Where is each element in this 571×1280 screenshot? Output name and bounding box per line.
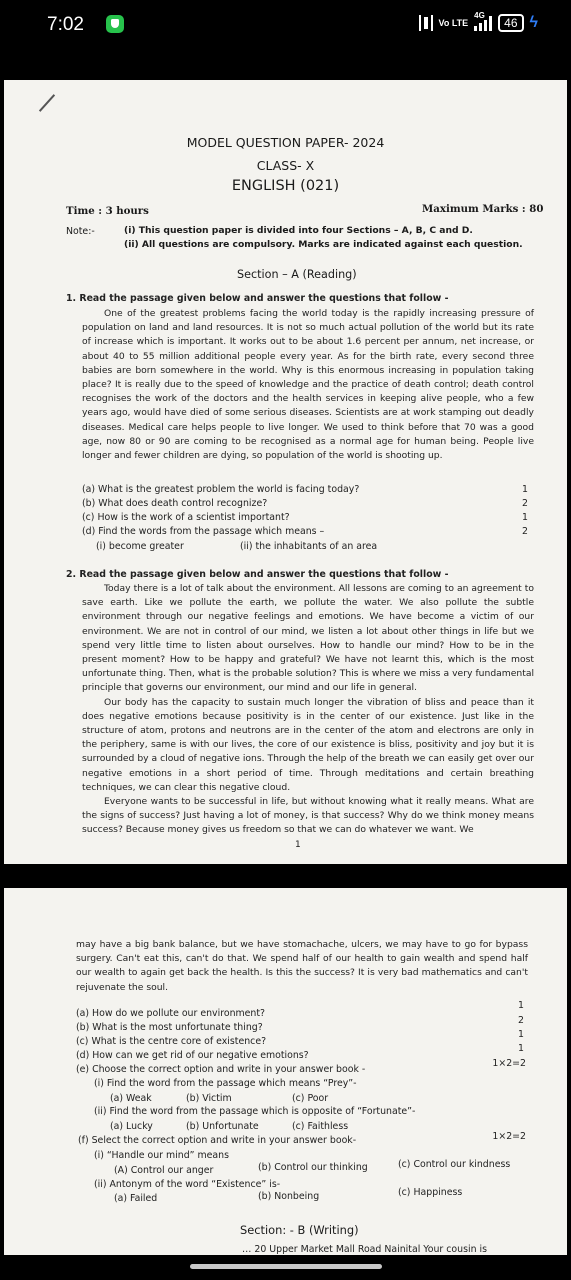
document-page-2: [4, 888, 567, 1255]
f-ii-option-a: (a) Failed: [114, 1193, 158, 1204]
page-number: 1: [295, 840, 301, 850]
f-i-option-c: (c) Control our kindness: [398, 1159, 511, 1170]
f-ii-option-b: (b) Nonbeing: [258, 1191, 320, 1202]
shield-icon: [106, 15, 124, 33]
e-ii-option-c: (c) Faithless: [292, 1121, 349, 1132]
clock: 7:02: [47, 14, 84, 35]
e-ii-option-b: (b) Unfortunate: [186, 1121, 259, 1132]
f-marks: 1×2=2: [492, 1131, 526, 1142]
charging-icon: ϟ: [529, 14, 538, 31]
q1-item-a: (a) What is the greatest problem the world is facing today?: [82, 484, 360, 495]
note-item-2: (ii) All questions are compulsory. Marks are indicated against each question.: [124, 239, 523, 250]
e-i-question: (i) Find the word from the passage which means “Prey”-: [94, 1078, 357, 1089]
pen-mark: [39, 94, 55, 112]
page-gap: [0, 864, 571, 888]
q1-item-c-marks: 1: [522, 512, 528, 523]
network-type: 4G: [474, 11, 485, 20]
home-indicator[interactable]: [190, 1264, 382, 1269]
f-ii-option-c: (c) Happiness: [398, 1187, 463, 1198]
passage-2: [82, 582, 534, 838]
q1-d-option-2: (ii) the inhabitants of an area: [240, 541, 378, 552]
q2-item-b: (b) What is the most unfortunate thing?: [76, 1022, 263, 1033]
note-item-1: (i) This question paper is divided into four Sections – A, B, C and D.: [124, 225, 473, 236]
paper-title: MODEL QUESTION PAPER- 2024: [186, 135, 385, 150]
q2-item-d: (d) How can we get rid of our negative emotions?: [76, 1050, 309, 1061]
section-a-heading: Section – A (Reading): [237, 268, 357, 281]
e-ii-option-a: (a) Lucky: [110, 1121, 153, 1132]
vibrate-icon: [419, 15, 433, 31]
q1-item-c: (c) How is the work of a scientist important?: [82, 512, 290, 523]
f-i-option-a: (A) Control our anger: [114, 1165, 214, 1176]
q1-d-option-1: (i) become greater: [96, 541, 184, 552]
battery-icon: 46: [498, 14, 523, 32]
q2-item-b-marks: 2: [518, 1015, 524, 1026]
document-page-1: [4, 80, 567, 864]
q1-item-d-marks: 2: [522, 526, 528, 537]
f-i-option-b: (b) Control our thinking: [258, 1162, 368, 1173]
passage-2-continued: may have a big bank balance, but we have stomachache, ulcers, we may have to go for bypass surgery. Can't eat this, can't do that. We spend half of our health to gain wealth and spend half our wealth to again get back the health. Is this the success? It is very bad mathematics and can't rejuvenate the soul.: [76, 939, 528, 993]
volte-indicator: Vo LTE: [438, 17, 469, 28]
status-bar: [0, 0, 571, 52]
passage-2-para-2: Our body has the capacity to sustain much longer the vibration of bliss and peace than it does negative emotions because positivity is in the center of our existence. Just like in the structure of atom, protons and neutrons are in the center of the atom and electrons are only in the periphery, same is with our lives, the core of our existence is bliss, positivity and joy but it is surrounded by a cloud of negative ions. Through the help of the breath we can easily get over our negative emotions in a short period of time. Through meditations and certain breathing techniques, we can clear this negative cloud.: [82, 696, 534, 793]
max-marks-label: Maximum Marks : 80: [422, 203, 544, 215]
status-icons: [419, 11, 539, 32]
note-label: Note:-: [66, 226, 95, 237]
question-1-heading: 1. Read the passage given below and answer the questions that follow -: [66, 293, 449, 304]
e-ii-question: (ii) Find the word from the passage which is opposite of “Fortunate”-: [94, 1106, 416, 1117]
q1-item-b: (b) What does death control recognize?: [82, 498, 268, 509]
q1-item-b-marks: 2: [522, 498, 528, 509]
class-title: CLASS- X: [256, 158, 315, 173]
signal-icon: [474, 11, 492, 31]
cut-off-line: … 20 Upper Market Mall Road Nainital Your cousin is: [242, 1244, 488, 1255]
q2-item-d-marks: 1: [518, 1043, 524, 1054]
q2-item-c: (c) What is the centre core of existence?: [76, 1036, 267, 1047]
section-b-heading: Section: - B (Writing): [240, 1223, 359, 1237]
q2-item-e: (e) Choose the correct option and write in your answer book -: [76, 1064, 366, 1075]
passage-1: [82, 307, 534, 463]
q1-item-a-marks: 1: [522, 484, 528, 495]
time-label: Time : 3 hours: [66, 205, 149, 217]
passage-2-para-3: Everyone wants to be successful in life, but without knowing what it really means. What are the signs of success? Just having a lot of money, is that success? Why do we think money means success? Because money gives us freedom so that we can do whatever we want. We: [82, 796, 534, 836]
e-i-option-c: (c) Poor: [292, 1093, 329, 1104]
passage-2-para-1: Today there is a lot of talk about the environment. All lessons are coming to an agreement to save earth. Like we pollute the earth, we pollute the water. We also pollute the subtle environment through our negative feelings and emotions. We have become a victim of our environment. We are not in control of our mind, we listen a lot about other things in life but we spend very little time to listen about ourselves. How to handle our mind? How to be in the present moment? How to be happy and grateful? We have not learnt this, which is the most unfortunate thing. Then, what is the probable solution? This is where we miss a very fundamental principle that governs our environment, our mind and our life in general.: [82, 583, 534, 694]
q2-item-c-marks: 1: [518, 1029, 524, 1040]
f-i-question: (i) “Handle our mind” means: [94, 1150, 229, 1161]
e-i-option-b: (b) Victim: [186, 1093, 232, 1104]
f-ii-question: (ii) Antonym of the word “Existence” is-: [94, 1179, 281, 1190]
q1-item-d: (d) Find the words from the passage which means –: [82, 526, 325, 537]
q2-item-e-marks: 1×2=2: [492, 1058, 526, 1069]
q2-item-a-marks: 1: [518, 1000, 524, 1011]
e-i-option-a: (a) Weak: [110, 1093, 152, 1104]
question-2-heading: 2. Read the passage given below and answer the questions that follow -: [66, 569, 449, 580]
passage-1-text: One of the greatest problems facing the world today is the rapidly increasing pressure of population on land and land resources. It is not so much actual pollution of the world but its rate of increase which is important. It works out to be about 1.6 percent per annum, net increase, or about 40 to 55 million additional people every year. As for the birth rate, every second three babies are born somewhere in the world. Why is this enormous increasing in population taking place? It is really due to the speed of knowledge and the practice of death control; death control recognises the work of the doctors and the health services in keeping alive people, who a few years ago, would have died of some serious diseases. Scientists are at work stamping out deadly diseases. Medical care helps people to live longer. We used to think before that 70 was a good age, now 80 or 90 are coming to be recognised as a normal age for human being. People live longer and fewer children are dying, so population of the world is shooting up.: [82, 308, 534, 462]
q2-item-a: (a) How do we pollute our environment?: [76, 1008, 266, 1019]
f-heading: (f) Select the correct option and write in your answer book-: [78, 1135, 357, 1146]
subject-title: ENGLISH (021): [231, 178, 340, 194]
